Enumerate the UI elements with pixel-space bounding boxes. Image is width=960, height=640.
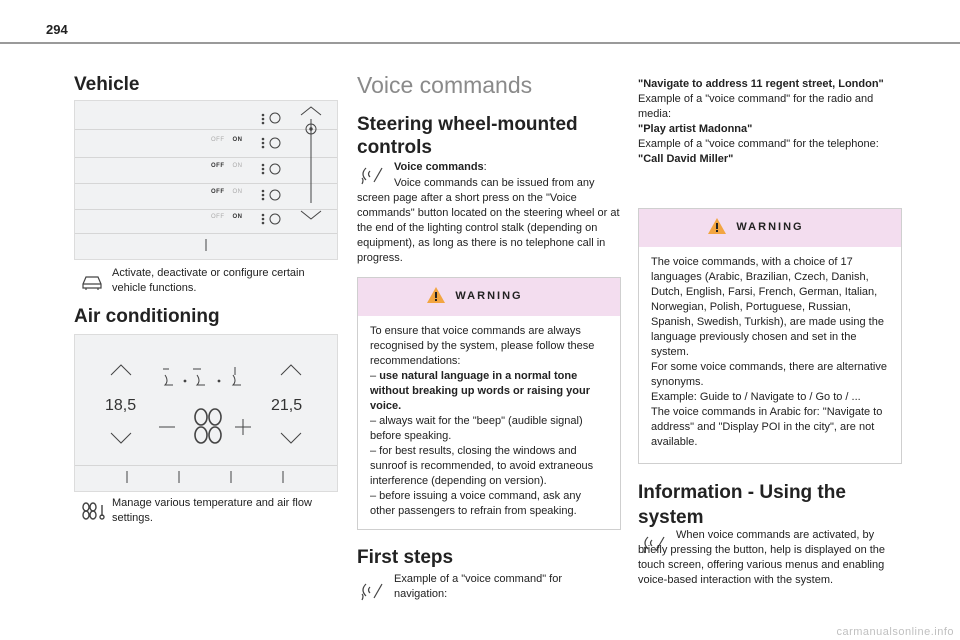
airflow-feet-icon bbox=[233, 367, 241, 385]
airflow-face-feet-icon bbox=[193, 369, 205, 385]
page-number: 294 bbox=[46, 22, 68, 37]
car-icon bbox=[80, 272, 104, 292]
voice-commands-intro bbox=[394, 160, 622, 175]
air-conditioning-screen-illustration bbox=[74, 334, 338, 492]
warning1-bullet-1-text: use natural language in a normal tone without breaking up words or raising your voice. bbox=[370, 370, 591, 412]
switch-on-1: OFF ON bbox=[211, 137, 243, 143]
temp-right-down-icon bbox=[281, 433, 301, 443]
navigation-command: "Navigate to address 11 regent street, London" bbox=[638, 78, 884, 90]
fan-increase-icon bbox=[235, 419, 251, 435]
temp-left-up-icon bbox=[111, 365, 131, 375]
air-conditioning-heading: Air conditioning bbox=[74, 306, 220, 327]
vehicle-caption: Activate, deactivate or configure certain vehicle functions. bbox=[112, 267, 305, 294]
voice-commands-text: Voice commands can be issued from any screen page after a short press on the "Voice commands" button located on the steering wheel or at the end of the lighting control stalk (depending on equipment), as long as there is no telephone call in progress. bbox=[357, 177, 620, 264]
radio-example-text: Example of a "voice command" for the radio and media: bbox=[638, 93, 874, 120]
airflow-face-icon bbox=[163, 369, 173, 385]
warning2-paragraph-3: Example: Guide to / Navigate to / Go to / ... bbox=[651, 391, 861, 403]
warning1-bullet-1 bbox=[370, 369, 608, 414]
switch-on-2: OFF ON bbox=[211, 214, 243, 220]
voice-commands-heading: Voice commands bbox=[357, 72, 533, 98]
scroll-up-icon bbox=[301, 107, 321, 115]
voice-commands-label: Voice commands bbox=[394, 161, 484, 173]
bullet-dash: – bbox=[370, 370, 380, 382]
voice-command-icon bbox=[358, 580, 384, 602]
vehicle-screen-illustration bbox=[74, 100, 338, 260]
first-steps-heading: First steps bbox=[357, 547, 454, 568]
warning-box-1 bbox=[357, 277, 621, 530]
temperature-right: 21,5 bbox=[271, 397, 303, 414]
phone-command: "Call David Miller" bbox=[638, 153, 734, 165]
switch-off-2: OFF ON bbox=[211, 189, 243, 195]
warning1-intro: To ensure that voice commands are always recognised by the system, please follow these recommendations: bbox=[370, 325, 595, 367]
warning2-paragraph-4: The voice commands in Arabic for: "Navigate to address" and "Display POI in the city", are not available. bbox=[651, 406, 883, 448]
warning1-bullet-4: – before issuing a voice command, ask any other passengers to refrain from speaking. bbox=[370, 490, 581, 517]
information-heading: Information - Using the system bbox=[638, 482, 846, 528]
air-conditioning-icon bbox=[80, 502, 108, 520]
more-options-icon bbox=[262, 114, 264, 124]
fan-icon bbox=[195, 409, 221, 443]
footer-watermark: carmanualsonline.info bbox=[836, 626, 954, 638]
scroll-down-icon bbox=[301, 211, 321, 219]
switch-off-1: OFF ON bbox=[211, 163, 243, 169]
temp-left-down-icon bbox=[111, 433, 131, 443]
warning-title-1: WARNING bbox=[455, 290, 523, 302]
temp-right-up-icon bbox=[281, 365, 301, 375]
warning2-paragraph-1: The voice commands, with a choice of 17 languages (Arabic, Brazilian, Czech, Danish, Dutch, English, Farsi, French, German, Italian, Norwegian, Polish, Portuguese, Russian, Spanish, Swedish, Turkish), are made using the language previously chosen and set in the system. bbox=[651, 256, 884, 358]
warning2-paragraph-2: For some voice commands, there are alternative synonyms. bbox=[651, 361, 887, 388]
temperature-left: 18,5 bbox=[105, 397, 137, 414]
information-text: When voice commands are activated, by briefly pressing the button, help is displayed on the touch screen, offering various menus and enabling voice-based interaction with the system. bbox=[638, 529, 886, 586]
header-rule bbox=[0, 42, 960, 44]
page-header bbox=[0, 0, 960, 43]
warning-title-2: WARNING bbox=[736, 221, 804, 233]
steering-controls-heading: Steering wheel-mounted controls bbox=[357, 114, 578, 158]
phone-example-text: Example of a "voice command" for the telephone: bbox=[638, 138, 879, 150]
label-colon: : bbox=[483, 161, 487, 173]
warning1-bullet-3: – for best results, closing the windows and sunroof is recommended, to avoid extraneous interference (depending on version). bbox=[370, 445, 594, 487]
right-column-examples bbox=[638, 77, 904, 167]
warning1-bullet-2: – always wait for the "beep" (audible signal) before speaking. bbox=[370, 415, 583, 442]
radio-command: "Play artist Madonna" bbox=[638, 123, 753, 135]
air-conditioning-caption: Manage various temperature and air flow settings. bbox=[112, 497, 312, 524]
vehicle-screen-glyphs bbox=[75, 101, 337, 259]
air-screen-glyphs bbox=[75, 335, 337, 491]
info-icon bbox=[270, 113, 280, 123]
first-steps-text: Example of a "voice command" for navigation: bbox=[394, 573, 562, 600]
vehicle-heading: Vehicle bbox=[74, 74, 140, 95]
warning-box-2 bbox=[638, 208, 902, 464]
